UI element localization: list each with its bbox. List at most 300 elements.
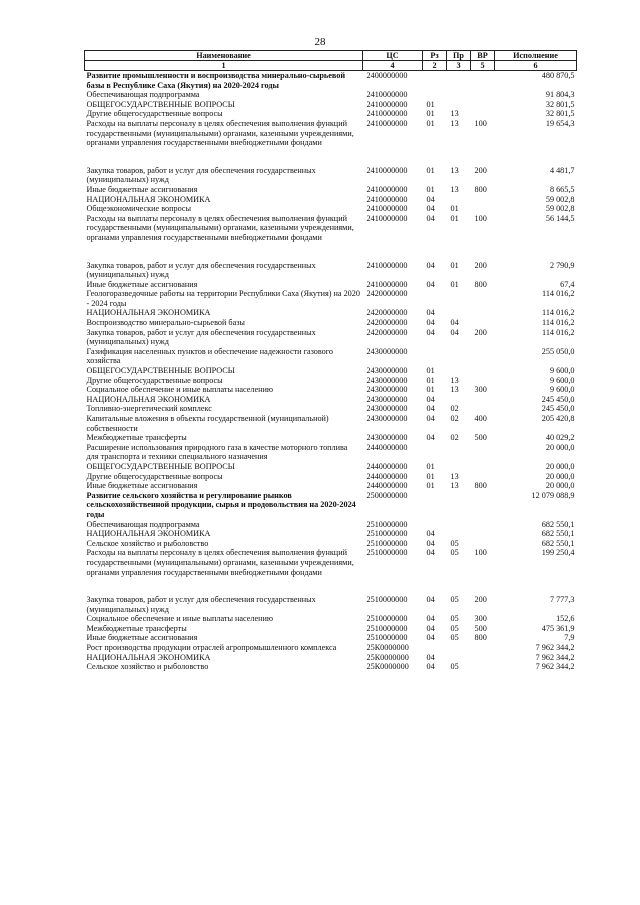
table-row — [85, 185, 577, 195]
header-index-value: 6 — [495, 61, 577, 71]
row-vr-code — [471, 520, 495, 530]
row-pr-code — [447, 308, 471, 318]
row-cs-code: 2430000000 — [366, 394, 408, 404]
row-cs-code: 2510000000 — [366, 548, 408, 558]
table-row — [85, 347, 577, 366]
row-rz-code: 04 — [426, 538, 435, 548]
table-body — [85, 71, 577, 672]
row-rz-code: 04 — [426, 529, 435, 539]
row-pr-code — [447, 653, 471, 663]
header-rz: Рз — [423, 51, 447, 61]
row-pr-code: 01 — [450, 204, 459, 214]
row-vr-code: 200 — [474, 260, 487, 270]
row-pr-code — [447, 71, 471, 91]
row-value: 56 144,5 — [545, 213, 575, 223]
row-cs-code: 2440000000 — [366, 442, 408, 452]
row-vr-code: 200 — [474, 327, 487, 337]
row-cs-code: 2410000000 — [366, 279, 408, 289]
header-index-name: 1 — [85, 61, 363, 71]
row-cs-code: 2420000000 — [366, 308, 408, 318]
row-rz-code: 04 — [426, 652, 435, 662]
row-value: 20 000,0 — [545, 442, 575, 452]
table-row — [85, 395, 577, 405]
row-value: 4 481,7 — [549, 165, 575, 175]
row-name: Социальное обеспечение и иные выплаты населению — [86, 385, 273, 395]
row-rz-code: 01 — [426, 118, 435, 128]
row-cs-code: 2510000000 — [366, 595, 408, 605]
row-vr-code — [471, 462, 495, 472]
row-pr-code: 05 — [450, 614, 459, 624]
row-spacer — [85, 243, 577, 261]
row-value: 682 550,1 — [541, 529, 575, 539]
row-vr-code: 400 — [474, 414, 487, 423]
row-value: 7 962 344,2 — [535, 643, 575, 653]
row-pr-code — [447, 289, 471, 308]
row-value: 682 550,1 — [541, 519, 575, 529]
table-row — [85, 662, 577, 672]
row-rz-code: 01 — [426, 184, 435, 194]
row-rz-code: 04 — [426, 327, 435, 337]
row-name: НАЦИОНАЛЬНАЯ ЭКОНОМИКА — [86, 394, 211, 404]
row-name: Топливно-энергетический комплекс — [86, 404, 212, 414]
row-pr-code: 13 — [450, 109, 459, 119]
table-header — [85, 51, 577, 71]
row-cs-code: 2410000000 — [366, 260, 408, 270]
row-cs-code: 2410000000 — [366, 109, 408, 119]
row-cs-code: 25К0000000 — [366, 662, 409, 672]
table-row — [85, 624, 577, 634]
row-cs-code: 2410000000 — [366, 194, 408, 204]
row-name: ОБЩЕГОСУДАРСТВЕННЫЕ ВОПРОСЫ — [86, 366, 235, 376]
row-vr-code: 800 — [474, 184, 487, 194]
row-vr-code — [471, 318, 495, 328]
row-value: 152,6 — [556, 614, 575, 624]
row-name: Социальное обеспечение и иные выплаты населению — [86, 614, 273, 624]
row-name: Воспроизводство минерально-сырьевой базы — [86, 318, 245, 328]
row-vr-code — [471, 529, 495, 539]
row-cs-code: 2420000000 — [366, 289, 408, 299]
table-row — [85, 289, 577, 308]
row-name: Капитальные вложения в объекты государственной (муниципальной) собственности — [86, 414, 329, 433]
row-name: Иные бюджетные ассигнования — [86, 184, 198, 194]
row-vr-code — [471, 662, 495, 672]
row-vr-code: 800 — [474, 481, 487, 491]
row-value: 9 600,0 — [549, 366, 575, 376]
row-name: ОБЩЕГОСУДАРСТВЕННЫЕ ВОПРОСЫ — [86, 99, 235, 109]
row-name: Расходы на выплаты персоналу в целях обеспечения выполнения функций государственными (муниципальными) органами, казенными учреждениями, органами управления государственными внебюджетными фондами — [86, 548, 354, 577]
row-pr-code — [447, 462, 471, 472]
row-value: 59 002,8 — [545, 204, 575, 214]
table-row — [85, 443, 577, 462]
row-vr-code — [471, 289, 495, 308]
row-vr-code — [471, 71, 495, 91]
header-name: Наименование — [85, 51, 363, 61]
row-cs-code: 2430000000 — [366, 414, 408, 423]
row-vr-code: 300 — [474, 385, 487, 395]
row-rz-code: 04 — [426, 548, 435, 558]
row-spacer-cell — [85, 577, 577, 595]
row-vr-code — [471, 539, 495, 549]
row-vr-code — [471, 347, 495, 366]
row-pr-code — [447, 195, 471, 205]
row-vr-code: 100 — [474, 548, 487, 558]
row-pr-code: 05 — [450, 633, 459, 643]
row-cs-code: 2430000000 — [366, 366, 408, 376]
header-index-pr: 3 — [447, 61, 471, 71]
table-row — [85, 414, 577, 433]
row-vr-code: 500 — [474, 623, 487, 633]
row-pr-code — [447, 347, 471, 366]
row-cs-code: 2410000000 — [366, 90, 408, 100]
row-vr-code: 500 — [474, 433, 487, 443]
table-row — [85, 643, 577, 653]
row-pr-code — [447, 90, 471, 100]
row-name: ОБЩЕГОСУДАРСТВЕННЫЕ ВОПРОСЫ — [86, 461, 235, 471]
row-value: 59 002,8 — [545, 194, 575, 204]
row-value: 682 550,1 — [541, 538, 575, 548]
table-row — [85, 472, 577, 482]
table-row — [85, 539, 577, 549]
row-rz-code: 01 — [426, 366, 435, 376]
table-row — [85, 481, 577, 491]
row-rz-code — [423, 643, 447, 653]
row-rz-code — [423, 289, 447, 308]
row-rz-code: 01 — [426, 99, 435, 109]
row-pr-code: 05 — [450, 662, 459, 672]
row-vr-code — [471, 195, 495, 205]
row-name: Рост производства продукции отраслей агропромышленного комплекса — [86, 643, 337, 653]
row-name: Обеспечивающая подпрограмма — [86, 90, 200, 100]
header-vr: ВР — [471, 51, 495, 61]
row-value: 20 000,0 — [545, 461, 575, 471]
row-value: 20 000,0 — [545, 481, 575, 491]
header-cs: ЦС — [363, 51, 423, 61]
row-name: Расходы на выплаты персоналу в целях обеспечения выполнения функций государственными (муниципальными) органами, казенными учреждениями, органами управления государственными внебюджетными фондами — [86, 213, 354, 242]
row-rz-code: 01 — [426, 109, 435, 119]
row-cs-code: 2510000000 — [366, 614, 408, 624]
row-pr-code — [447, 366, 471, 376]
table-row — [85, 328, 577, 347]
row-value: 67,4 — [560, 279, 575, 289]
row-spacer — [85, 577, 577, 595]
row-value: 114 016,2 — [542, 318, 575, 328]
row-value: 7,9 — [564, 633, 575, 643]
row-name: Межбюджетные трансферты — [86, 623, 187, 633]
row-value: 7 777,3 — [549, 595, 575, 605]
row-cs-code: 2510000000 — [366, 633, 408, 643]
row-name: Геологоразведочные работы на территории Республики Саха (Якутия) на 2020 - 2024 годы — [86, 289, 360, 308]
row-vr-code — [471, 643, 495, 653]
table-row — [85, 71, 577, 91]
row-name: НАЦИОНАЛЬНАЯ ЭКОНОМИКА — [86, 529, 211, 539]
row-name: НАЦИОНАЛЬНАЯ ЭКОНОМИКА — [86, 308, 211, 318]
row-vr-code: 100 — [474, 118, 487, 128]
row-vr-code: 200 — [474, 165, 487, 175]
row-rz-code: 04 — [426, 204, 435, 214]
row-rz-code: 04 — [426, 194, 435, 204]
table-row — [85, 462, 577, 472]
row-vr-code — [471, 491, 495, 520]
row-value: 19 654,3 — [545, 118, 575, 128]
table-row — [85, 308, 577, 318]
table-row — [85, 614, 577, 624]
row-vr-code — [471, 109, 495, 119]
row-name: Развитие сельского хозяйства и регулирование рынков сельскохозяйственной продукции, сырья и продовольствия на 2020-2024 годы — [86, 490, 356, 519]
row-cs-code: 2510000000 — [366, 623, 408, 633]
row-value: 475 361,9 — [541, 623, 575, 633]
row-name: Газификация населенных пунктов и обеспечение надежности газового хозяйства — [86, 346, 334, 366]
row-cs-code: 2440000000 — [366, 481, 408, 491]
row-cs-code: 2410000000 — [366, 165, 408, 175]
table-row — [85, 90, 577, 100]
row-pr-code: 13 — [450, 385, 459, 395]
row-cs-code: 2440000000 — [366, 471, 408, 481]
row-pr-code: 13 — [450, 481, 459, 491]
row-value: 32 801,5 — [545, 99, 575, 109]
row-cs-code: 2510000000 — [366, 538, 408, 548]
row-rz-code: 04 — [426, 633, 435, 643]
row-value: 91 804,3 — [545, 90, 575, 100]
row-vr-code — [471, 100, 495, 110]
table-row — [85, 280, 577, 290]
row-cs-code: 25К0000000 — [366, 652, 409, 662]
row-pr-code — [447, 643, 471, 653]
row-value: 245 450,0 — [541, 404, 575, 414]
row-pr-code — [447, 100, 471, 110]
table-row — [85, 633, 577, 643]
row-pr-code: 05 — [450, 595, 459, 605]
row-value: 114 016,2 — [542, 308, 575, 318]
row-cs-code: 2430000000 — [366, 404, 408, 414]
row-rz-code: 01 — [426, 481, 435, 491]
header-index-vr: 5 — [471, 61, 495, 71]
row-value: 40 029,2 — [545, 433, 575, 443]
row-name: Закупка товаров, работ и услуг для обеспечения государственных (муниципальных) нужд — [86, 260, 316, 280]
row-rz-code: 01 — [426, 461, 435, 471]
row-value: 12 079 088,9 — [531, 490, 575, 500]
row-cs-code: 2420000000 — [366, 318, 408, 328]
row-spacer-cell — [85, 148, 577, 166]
row-cs-code: 2410000000 — [366, 184, 408, 194]
row-vr-code: 100 — [474, 213, 487, 223]
row-name: Сельское хозяйство и рыболовство — [86, 538, 209, 548]
row-pr-code — [447, 395, 471, 405]
row-vr-code: 300 — [474, 614, 487, 624]
row-vr-code: 800 — [474, 279, 487, 289]
row-value: 255 050,0 — [541, 346, 575, 356]
row-value: 9 600,0 — [549, 385, 575, 395]
row-vr-code — [471, 308, 495, 318]
table-row — [85, 166, 577, 185]
row-name: Иные бюджетные ассигнования — [86, 481, 198, 491]
row-cs-code: 2510000000 — [366, 529, 408, 539]
row-rz-code: 04 — [426, 404, 435, 414]
row-name: Общеэкономические вопросы — [86, 204, 192, 214]
row-pr-code — [447, 443, 471, 462]
row-name: Иные бюджетные ассигнования — [86, 279, 198, 289]
row-value: 114 016,2 — [542, 289, 575, 299]
table-row — [85, 204, 577, 214]
row-rz-code: 04 — [426, 308, 435, 318]
row-cs-code: 2420000000 — [366, 327, 408, 337]
row-pr-code: 01 — [450, 279, 459, 289]
row-pr-code: 13 — [450, 184, 459, 194]
row-pr-code: 04 — [450, 318, 459, 328]
table-row — [85, 109, 577, 119]
row-vr-code — [471, 395, 495, 405]
row-name: НАЦИОНАЛЬНАЯ ЭКОНОМИКА — [86, 652, 211, 662]
table-row — [85, 653, 577, 663]
row-vr-code — [471, 404, 495, 414]
table-row — [85, 318, 577, 328]
table-row — [85, 119, 577, 148]
row-pr-code: 01 — [450, 260, 459, 270]
row-name: Иные бюджетные ассигнования — [86, 633, 198, 643]
row-pr-code — [447, 491, 471, 520]
row-cs-code: 2400000000 — [366, 71, 408, 80]
row-rz-code: 04 — [426, 260, 435, 270]
row-name: Закупка товаров, работ и услуг для обеспечения государственных (муниципальных) нужд — [86, 595, 316, 614]
row-value: 32 801,5 — [545, 109, 575, 119]
row-value: 114 016,2 — [542, 327, 575, 337]
row-cs-code: 2410000000 — [366, 213, 408, 223]
row-rz-code: 04 — [426, 433, 435, 443]
row-rz-code: 04 — [426, 623, 435, 633]
row-rz-code: 01 — [426, 165, 435, 175]
row-rz-code: 01 — [426, 471, 435, 481]
row-cs-code: 2510000000 — [366, 519, 408, 529]
table-row — [85, 195, 577, 205]
row-vr-code — [471, 366, 495, 376]
row-name: Развитие промышленности и воспроизводства минерально-сырьевой базы в Республике Саха (Якутия) на 2020-2024 годы — [86, 71, 346, 90]
table-row — [85, 261, 577, 280]
row-pr-code: 02 — [450, 433, 459, 443]
row-vr-code: 200 — [474, 595, 487, 605]
row-name: Межбюджетные трансферты — [86, 433, 187, 443]
table-row — [85, 366, 577, 376]
row-pr-code: 05 — [450, 548, 459, 558]
table-row — [85, 404, 577, 414]
row-name: Другие общегосударственные вопросы — [86, 109, 223, 119]
row-rz-code: 04 — [426, 394, 435, 404]
row-value: 245 450,0 — [541, 394, 575, 404]
header-index-rz: 2 — [423, 61, 447, 71]
table-row — [85, 491, 577, 520]
row-rz-code: 04 — [426, 318, 435, 328]
row-rz-code — [423, 443, 447, 462]
row-rz-code: 04 — [426, 614, 435, 624]
row-pr-code: 13 — [450, 165, 459, 175]
row-rz-code: 04 — [426, 213, 435, 223]
row-pr-code: 02 — [450, 404, 459, 414]
row-vr-code — [471, 204, 495, 214]
row-vr-code — [471, 376, 495, 386]
row-spacer — [85, 148, 577, 166]
table-row — [85, 376, 577, 386]
table-row — [85, 520, 577, 530]
row-cs-code: 25К0000000 — [366, 643, 409, 653]
row-pr-code — [447, 529, 471, 539]
header-value: Исполнение — [495, 51, 577, 61]
table-row — [85, 548, 577, 577]
row-pr-code: 01 — [450, 213, 459, 223]
header-pr: Пр — [447, 51, 471, 61]
row-name: Обеспечивающая подпрограмма — [86, 519, 200, 529]
row-rz-code: 04 — [426, 595, 435, 605]
row-cs-code: 2500000000 — [366, 490, 408, 500]
row-rz-code: 01 — [426, 385, 435, 395]
row-value: 205 420,8 — [541, 414, 575, 423]
row-cs-code: 2430000000 — [366, 346, 408, 356]
row-rz-code: 04 — [426, 662, 435, 672]
row-pr-code: 04 — [450, 327, 459, 337]
row-rz-code — [423, 90, 447, 100]
row-cs-code: 2430000000 — [366, 433, 408, 443]
row-name: Закупка товаров, работ и услуг для обеспечения государственных (муниципальных) нужд — [86, 165, 316, 185]
row-value: 2 790,9 — [549, 260, 575, 270]
row-pr-code: 05 — [450, 538, 459, 548]
row-cs-code: 2410000000 — [366, 204, 408, 214]
table-row — [85, 529, 577, 539]
row-rz-code: 04 — [426, 279, 435, 289]
row-rz-code — [423, 347, 447, 366]
row-name: Другие общегосударственные вопросы — [86, 375, 223, 385]
row-vr-code — [471, 443, 495, 462]
row-name: Сельское хозяйство и рыболовство — [86, 662, 209, 672]
table-row — [85, 385, 577, 395]
table-row — [85, 595, 577, 614]
row-rz-code — [423, 520, 447, 530]
row-name: Закупка товаров, работ и услуг для обеспечения государственных (муниципальных) нужд — [86, 327, 316, 347]
row-cs-code: 2440000000 — [366, 461, 408, 471]
row-name: Расширение использования природного газа в качестве моторного топлива для транспорта и техники специального назначения — [86, 442, 348, 462]
page-number: 28 — [314, 36, 326, 48]
row-pr-code: 13 — [450, 375, 459, 385]
row-pr-code: 05 — [450, 623, 459, 633]
row-rz-code: 01 — [426, 375, 435, 385]
row-pr-code: 13 — [450, 471, 459, 481]
row-pr-code: 13 — [450, 118, 459, 128]
table-row — [85, 433, 577, 443]
row-vr-code — [471, 90, 495, 100]
table-row — [85, 100, 577, 110]
row-value: 199 250,4 — [541, 548, 575, 558]
row-vr-code: 800 — [474, 633, 487, 643]
row-name: НАЦИОНАЛЬНАЯ ЭКОНОМИКА — [86, 194, 211, 204]
row-value: 480 870,5 — [541, 71, 575, 80]
row-cs-code: 2430000000 — [366, 375, 408, 385]
budget-table — [84, 50, 577, 672]
table-row — [85, 214, 577, 243]
row-value: 20 000,0 — [545, 471, 575, 481]
row-name: Расходы на выплаты персоналу в целях обеспечения выполнения функций государственными (муниципальными) органами, казенными учреждениями, органами управления государственными внебюджетными фондами — [86, 118, 354, 148]
row-value: 7 962 344,2 — [535, 662, 575, 672]
row-cs-code: 2410000000 — [366, 118, 408, 128]
row-vr-code — [471, 653, 495, 663]
row-cs-code: 2430000000 — [366, 385, 408, 395]
row-value: 8 665,5 — [549, 184, 575, 194]
header-index-cs: 4 — [363, 61, 423, 71]
row-spacer-cell — [85, 243, 577, 261]
row-vr-code — [471, 472, 495, 482]
row-value: 9 600,0 — [549, 375, 575, 385]
row-rz-code — [423, 491, 447, 520]
row-name: Другие общегосударственные вопросы — [86, 471, 223, 481]
row-rz-code: 04 — [426, 414, 435, 423]
row-pr-code: 02 — [450, 414, 459, 423]
row-cs-code: 2410000000 — [366, 99, 408, 109]
row-rz-code — [423, 71, 447, 91]
